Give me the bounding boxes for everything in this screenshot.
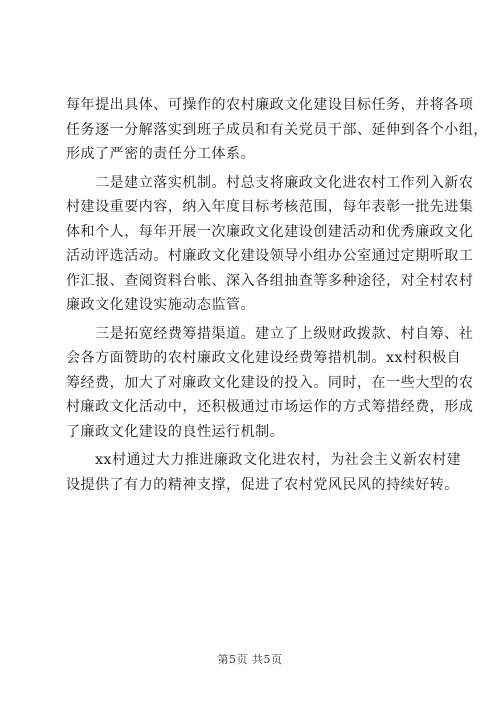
text-line: 廉政文化建设实施动态监管。	[66, 297, 256, 313]
text-line: 任务逐一分解落实到班子成员和有关党员干部、延伸到各个小组，	[66, 121, 488, 138]
body-text	[66, 93, 488, 497]
text-line: 二是建立落实机制。村总支将廉政文化进农村工作列入新农	[66, 174, 474, 191]
text-line: 会各方面赞助的农村廉政文化建设经费筹措机制。xx村积极自	[66, 350, 462, 366]
text-line: 活动评选活动。村廉政文化建设领导小组办公室通过定期听取工	[66, 248, 474, 264]
text-line: 设提供了有力的精神支撑，促进了农村党风民风的持续好转。	[66, 476, 459, 493]
text-line: 村廉政文化活动中，还积极通过市场运作的方式筹措经费，形成	[66, 399, 474, 415]
text-line: 形成了严密的责任分工体系。	[66, 146, 256, 162]
text-line: 每年提出具体、可操作的农村廉政文化建设目标任务，并将各项	[66, 97, 474, 113]
text-line: 三是拓宽经费筹措渠道。建立了上级财政拨款、村自筹、社	[66, 325, 474, 342]
text-line: 了廉政文化建设的良性运行机制。	[66, 423, 285, 440]
text-line: 体和个人，每年开展一次廉政文化建设创建活动和优秀廉政文化	[66, 223, 474, 240]
text-line: xx村通过大力推进廉政文化进农村，为社会主义新农村建	[66, 452, 462, 468]
text-line: 作汇报、查阅资料台帐、深入各组抽查等多种途径，对全村农村	[66, 272, 474, 289]
text-line: 筹经费，加大了对廉政文化建设的投入。同时，在一些大型的农	[66, 374, 474, 391]
text-line: 村建设重要内容，纳入年度目标考核范围，每年表彰一批先进集	[66, 199, 474, 215]
page-number-footer: 第5页 共5页	[217, 653, 283, 666]
